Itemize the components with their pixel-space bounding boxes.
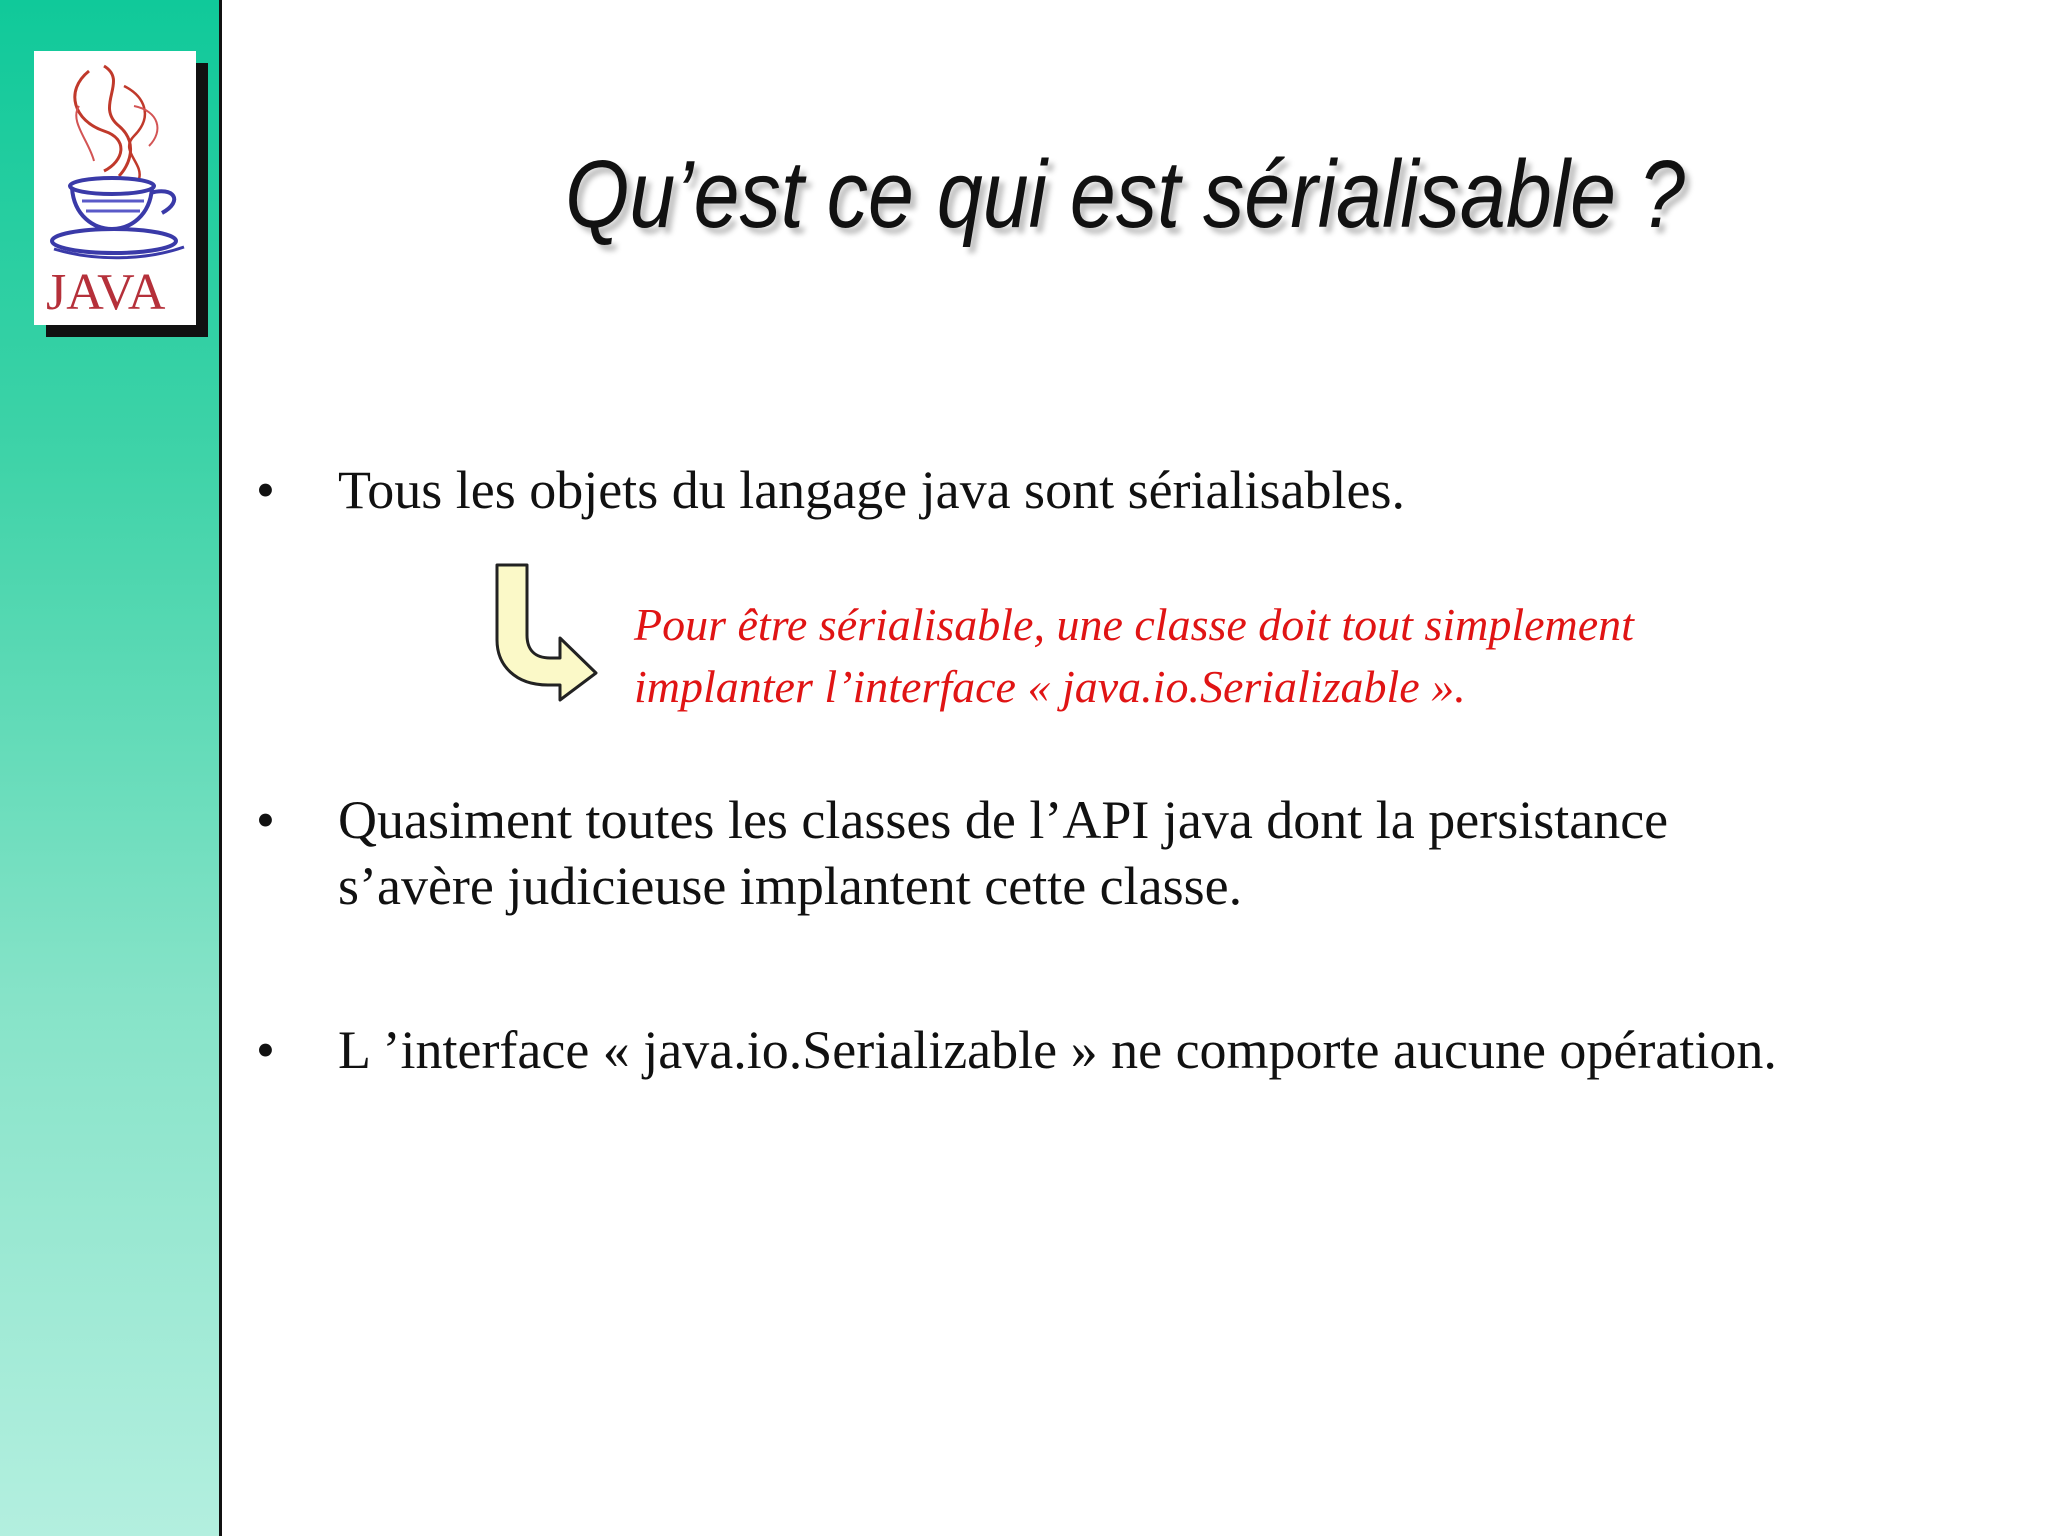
bullet-line: s’avère judicieuse implantent cette classe. <box>338 856 1243 916</box>
bullet-symbol: • <box>256 790 275 850</box>
bullet-text <box>338 457 1405 523</box>
logo-card <box>34 51 196 325</box>
bullet-text <box>338 787 1668 919</box>
bullet-line: Quasiment toutes les classes de l’API java dont la persistance <box>338 790 1669 850</box>
logo-text: JAVA <box>46 264 166 321</box>
note-line: implanter l’interface « java.io.Serializable ». <box>634 661 1466 712</box>
bullet-symbol: • <box>256 460 275 520</box>
sidebar-gradient-band <box>0 0 222 1536</box>
bullet-line: Tous les objets du langage java sont sérialisables. <box>338 460 1405 520</box>
java-coffee-cup-logo-icon <box>34 51 196 325</box>
note-callout <box>634 594 1634 718</box>
note-line: Pour être sérialisable, une classe doit tout simplement <box>634 599 1634 650</box>
slide-title: Qu’est ce qui est sérialisable ? <box>565 141 1685 248</box>
bullet-symbol: • <box>256 1020 275 1080</box>
java-logo <box>34 51 196 325</box>
bullet-line: L ’interface « java.io.Serializable » ne comporte aucune opération. <box>338 1020 1777 1080</box>
bullet-text <box>338 1017 1777 1083</box>
curved-arrow-icon <box>490 560 602 706</box>
